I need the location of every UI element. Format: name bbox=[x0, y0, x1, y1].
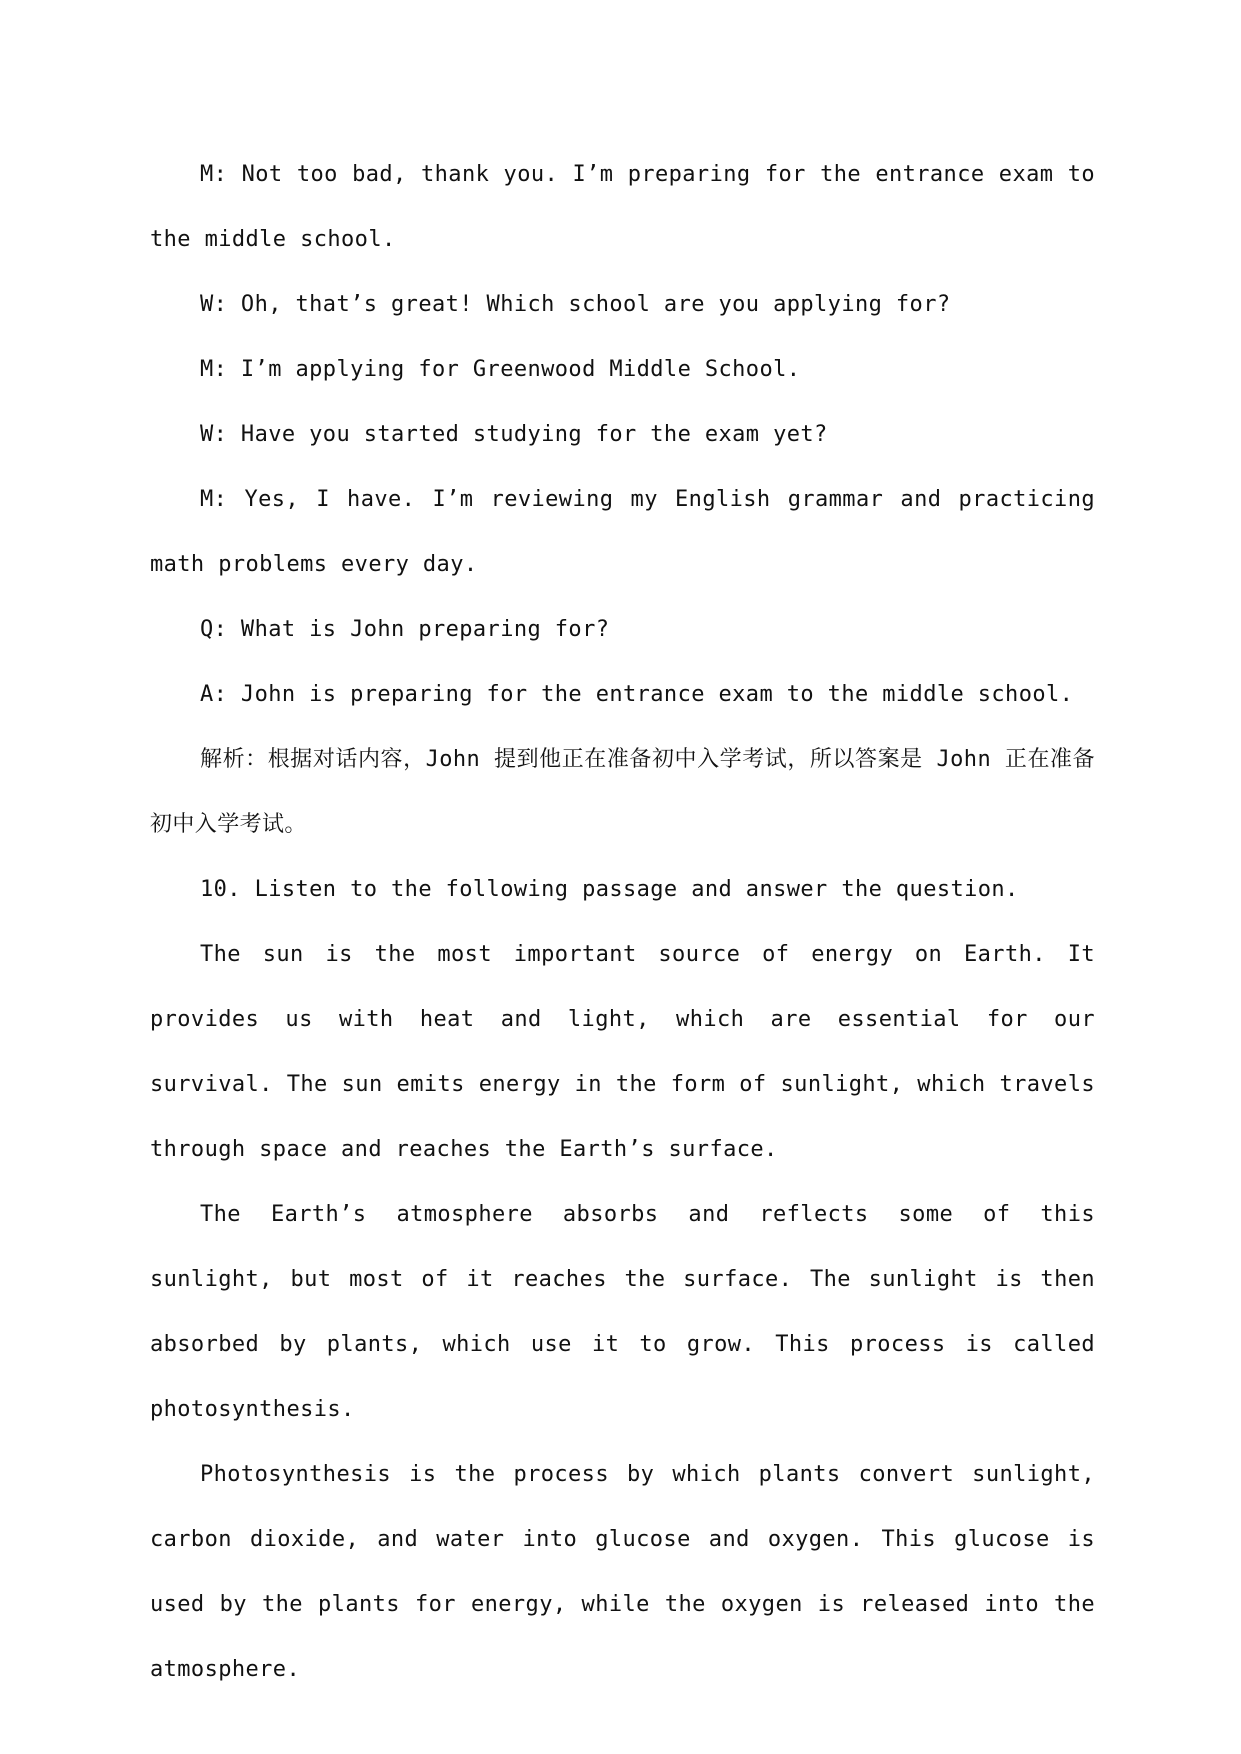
passage-paragraph-2: The Earth’s atmosphere absorbs and reflects some of this sunlight, but most of it reaches the surface. The sunlight is then absorbed by plants, which use it to grow. This process is called photosynthesis. bbox=[150, 1202, 1095, 1422]
passage-paragraph-3: Photosynthesis is the process by which plants convert sunlight, carbon dioxide, and water into glucose and oxygen. This glucose is used by the plants for energy, while the oxygen is released into the atmosphere. bbox=[150, 1462, 1095, 1682]
document-body bbox=[150, 142, 1095, 1702]
question-10-heading: 10. Listen to the following passage and answer the question. bbox=[200, 877, 1019, 902]
answer-line: A: John is preparing for the entrance exam to the middle school. bbox=[200, 682, 1074, 707]
dialogue-line-m2: M: I’m applying for Greenwood Middle School. bbox=[200, 357, 801, 382]
dialogue-line-m1: M: Not too bad, thank you. I’m preparing for the entrance exam to the middle school. bbox=[150, 162, 1095, 252]
question-line: Q: What is John preparing for? bbox=[200, 617, 610, 642]
dialogue-line-w1: W: Oh, that’s great! Which school are you applying for? bbox=[200, 292, 951, 317]
dialogue-line-m3: M: Yes, I have. I’m reviewing my English grammar and practicing math problems every day. bbox=[150, 487, 1095, 577]
analysis-paragraph: 解析：根据对话内容，John 提到他正在准备初中入学考试，所以答案是 John 正在准备初中入学考试。 bbox=[150, 747, 1095, 837]
dialogue-line-w2: W: Have you started studying for the exam yet? bbox=[200, 422, 828, 447]
passage-paragraph-1: The sun is the most important source of energy on Earth. It provides us with heat and light, which are essential for our survival. The sun emits energy in the form of sunlight, which travels through space and reaches the Earth’s surface. bbox=[150, 942, 1095, 1162]
